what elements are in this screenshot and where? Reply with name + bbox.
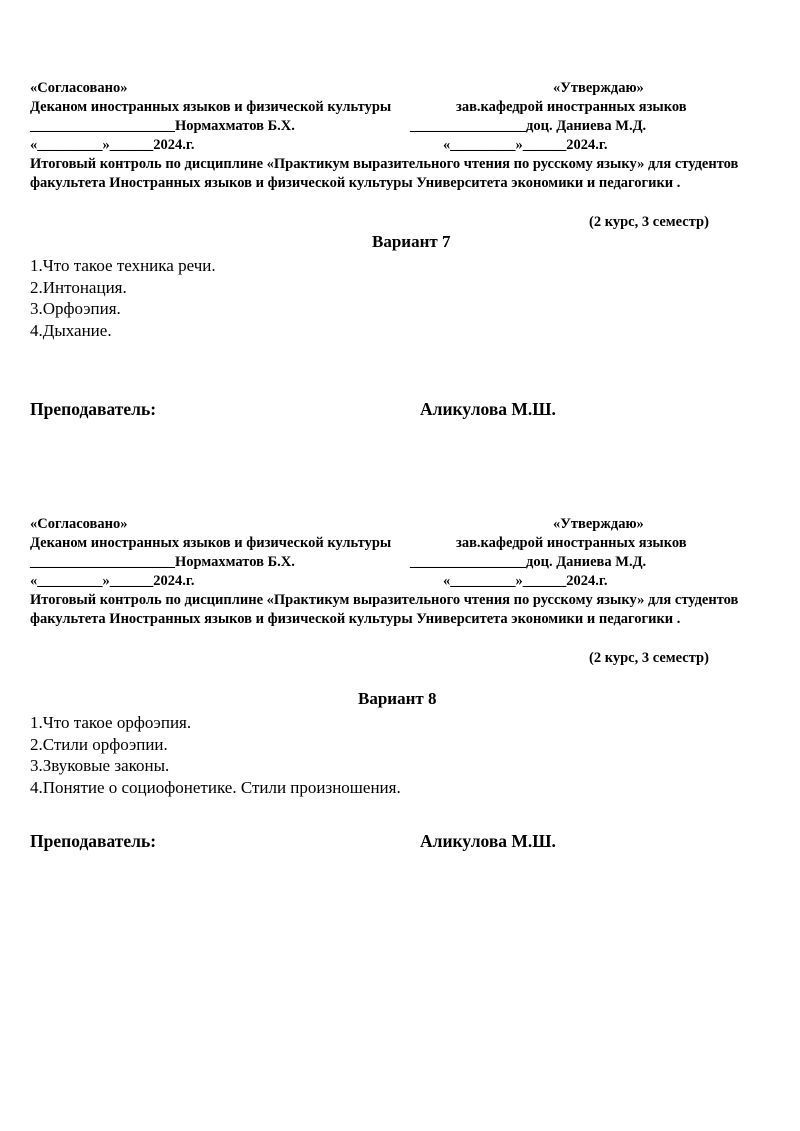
- variant-heading: Вариант 7: [372, 232, 451, 251]
- question-list: [30, 255, 216, 341]
- exam-title: Итоговый контроль по дисциплине «Практикум выразительного чтения по русскому языку» для студентов факультета Иностранных языков и физической культуры Университета экономики и педагогики .: [30, 156, 739, 191]
- question-item: 2.Интонация.: [30, 277, 127, 297]
- question-item: 4.Дыхание.: [30, 320, 112, 340]
- approve-label: «Утверждаю»: [553, 80, 644, 96]
- head-title: зав.кафедрой иностранных языков: [456, 535, 687, 551]
- date-line-left: «_________»______2024.г.: [30, 137, 195, 153]
- agreed-label: «Согласовано»: [30, 516, 128, 532]
- question-item: 4.Понятие о социофонетике. Стили произношения.: [30, 777, 401, 797]
- teacher-name: Аликулова М.Ш.: [420, 831, 556, 851]
- exam-title: Итоговый контроль по дисциплине «Практикум выразительного чтения по русскому языку» для студентов факультета Иностранных языков и физической культуры Университета экономики и педагогики .: [30, 592, 739, 627]
- question-item: 3.Звуковые законы.: [30, 756, 170, 775]
- teacher-name: Аликулова М.Ш.: [420, 399, 556, 419]
- date-line-right: «_________»______2024.г.: [443, 573, 608, 589]
- course-semester: (2 курс, 3 семестр): [589, 214, 709, 230]
- approve-label: «Утверждаю»: [553, 516, 644, 532]
- teacher-label: Преподаватель:: [30, 399, 157, 419]
- dean-signature-line: ____________________Нормахматов Б.Х.: [30, 554, 295, 570]
- dean-signature-line: ____________________Нормахматов Б.Х.: [30, 118, 295, 134]
- course-semester: (2 курс, 3 семестр): [589, 650, 709, 666]
- dean-title: Деканом иностранных языков и физической культуры: [30, 99, 392, 115]
- head-signature-line: ________________доц. Даниева М.Д.: [410, 554, 647, 570]
- variant-heading: Вариант 8: [358, 689, 437, 708]
- question-item: 3.Орфоэпия.: [30, 299, 121, 318]
- date-line-left: «_________»______2024.г.: [30, 573, 195, 589]
- question-list: [30, 712, 401, 798]
- head-signature-line: ________________доц. Даниева М.Д.: [410, 118, 647, 134]
- dean-title: Деканом иностранных языков и физической культуры: [30, 535, 392, 551]
- question-item: 1.Что такое техника речи.: [30, 256, 216, 275]
- question-item: 1.Что такое орфоэпия.: [30, 713, 192, 732]
- date-line-right: «_________»______2024.г.: [443, 137, 608, 153]
- head-title: зав.кафедрой иностранных языков: [456, 99, 687, 115]
- question-item: 2.Стили орфоэпии.: [30, 734, 168, 754]
- teacher-label: Преподаватель:: [30, 831, 157, 851]
- agreed-label: «Согласовано»: [30, 80, 128, 96]
